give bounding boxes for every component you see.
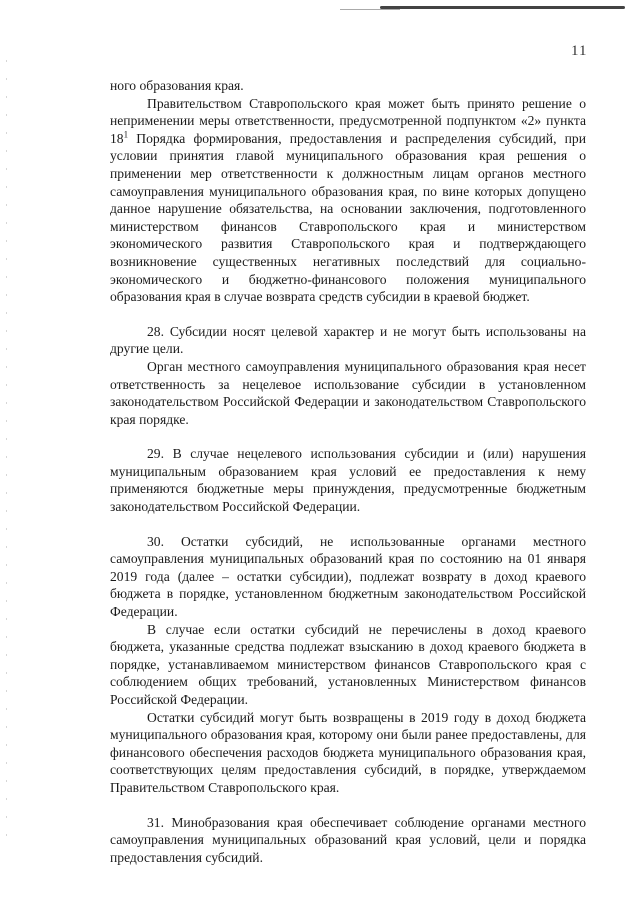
footnote-superscript: 1 (123, 129, 129, 140)
paragraph-item-28: 28. Субсидии носят целевой характер и не могут быть использованы на другие цели. (110, 323, 586, 357)
paragraph-remainder-recovery: В случае если остатки субсидий не перечислены в доход краевого бюджета, указанные средства подлежат взысканию в доход краевого бюджета в порядке, устанавливаемом министерством финансов Ставропольского края с соблюдением общих требований, установленных Министерством финансов Российской Федерации. (110, 621, 586, 707)
paragraph-responsibility: Орган местного самоуправления муниципального образования края несет ответственность за нецелевое использование субсидии в установленном законодательством Российской Федерации и законодательством Ставропольского края порядке. (110, 358, 586, 427)
paragraph-item-31: 31. Минобразования края обеспечивает соблюдение органами местного самоуправления муниципальных образований края условий, цели и порядка предоставления субсидий. (110, 814, 586, 865)
paragraph-text: Порядка формирования, предоставления и распределения субсидий, при условии принятия главой муниципального образования края решения о применении мер ответственности к должностным лицам органов местного самоуправления муниципального образования края, по вине которых допущено данное нарушение обязательства, на основании заключения, подготовленного министерством финансов Ставропольского края и министерством экономического развития Ставропольского края и подтверждающего возникновение существенных негативных последствий для социально-экономического и бюджетно-финансового положения муниципального образования края в случае возврата средств субсидии в краевой бюджет. (110, 130, 586, 305)
paragraph-text: Правительством Ставропольского края может быть принято решение о неприменении меры ответственности, предусмотренной подпунктом «2» пункта 18 (110, 95, 586, 146)
paragraph-item-29: 29. В случае нецелевого использования субсидии и (или) нарушения муниципальным образованием края условий ее предоставления к нему применяются бюджетные меры принуждения, предусмотренные бюджетным законодательством Российской Федерации. (110, 446, 586, 515)
paragraph-item-30: 30. Остатки субсидий, не использованные органами местного самоуправления муниципальных образований края по состоянию на 01 января 2019 года (далее – остатки субсидии), подлежат возврату в доход краевого бюджета в порядке, установленном бюджетным законодательством Российской Федерации. (110, 533, 586, 620)
scan-artifact-line-thin (340, 9, 400, 10)
paragraph-government-decision (110, 95, 586, 306)
scan-artifact-line (380, 6, 625, 9)
page-number: 11 (571, 43, 588, 59)
scan-margin-artifact (6, 60, 7, 840)
document-body (110, 77, 586, 866)
paragraph-remainder-return: Остатки субсидий могут быть возвращены в 2019 году в доход бюджета муниципального образования края, которому они были ранее предоставлены, для финансового обеспечения расходов бюджета муниципального образования края, соответствующих целям предоставления субсидий, в порядке, утверждаемом Правительством Ставропольского края. (110, 709, 586, 795)
paragraph-continuation: ного образования края. (110, 78, 244, 93)
